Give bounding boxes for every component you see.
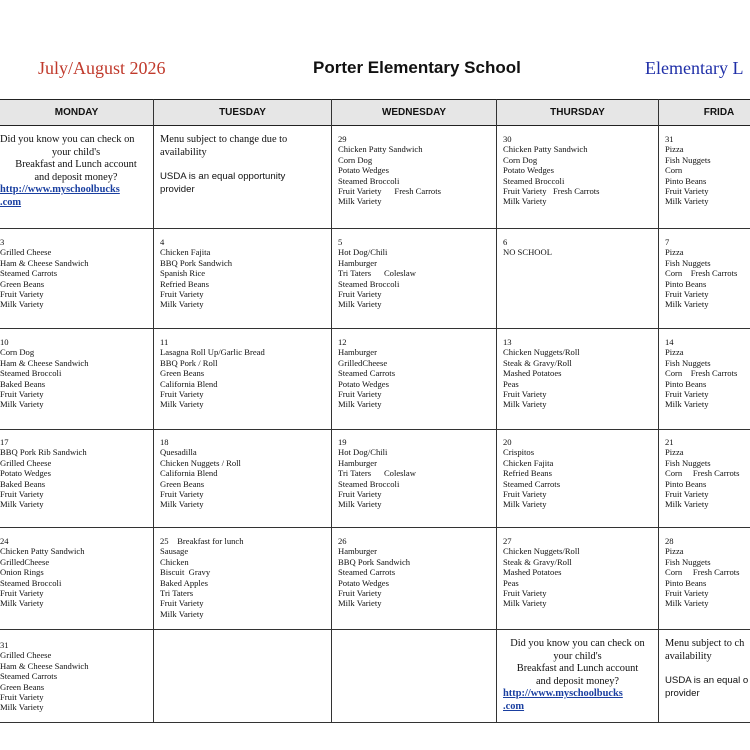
menu-item: Pizza [665, 144, 684, 155]
day-cell [665, 433, 750, 526]
note-line: Breakfast and Lunch account [15, 159, 137, 170]
menu-item: GrilledCheese [338, 357, 388, 368]
note-line: Menu subject to change due to [160, 134, 288, 145]
menu-item: Chicken Fajita [160, 247, 211, 258]
menu-item: Milk Variety [0, 399, 44, 410]
menu-item: Onion Rings [0, 567, 44, 578]
menu-item: Steak & Gravy/Roll [503, 357, 572, 368]
day-cell [503, 433, 657, 526]
menu-item: Refried Beans [503, 468, 552, 479]
myschoolbucks-link[interactable]: http://www.myschoolbucks [503, 688, 623, 699]
day-number: 6 [503, 237, 508, 247]
row-divider [0, 228, 750, 229]
menu-item: Fruit Variety [0, 489, 44, 500]
menu-item: Lasagna Roll Up/Garlic Bread [160, 347, 265, 358]
menu-item: BBQ Pork Sandwich [160, 257, 233, 268]
menu-item: Green Beans [160, 368, 205, 379]
menu-item: Fish Nuggets [665, 556, 711, 567]
menu-item: Steamed Broccoli [0, 368, 62, 379]
menu-item: Steamed Broccoli [338, 175, 400, 186]
menu-item: Steamed Carrots [338, 567, 396, 578]
menu-item: Fish Nuggets [665, 154, 711, 165]
note-line: and deposit money? [34, 171, 118, 183]
menu-item: Chicken Nuggets / Roll [160, 457, 241, 468]
menu-item: Tri Taters [160, 588, 194, 599]
menu-item: Fruit Variety [338, 289, 382, 300]
row-divider [0, 629, 750, 630]
menu-item: Tri Taters Coleslaw [338, 468, 416, 479]
menu-item: Fruit Variety [160, 489, 204, 500]
menu-item: Fruit Variety [0, 692, 44, 703]
menu-item: Fruit Variety [0, 289, 44, 300]
note-line: Breakfast and Lunch account [516, 663, 639, 674]
menu-item: Fish Nuggets [665, 257, 711, 268]
menu-calendar [0, 99, 750, 723]
menu-item: Ham & Cheese Sandwich [0, 257, 89, 268]
menu-item: Fruit Variety [665, 588, 709, 599]
menu-item: Fruit Variety [665, 289, 709, 300]
menu-item: Fruit Variety [665, 389, 709, 400]
day-number: 31 [665, 134, 674, 144]
day-cell [503, 130, 657, 227]
day-cell [160, 433, 330, 526]
menu-item: Fruit Variety Fresh Carrots [503, 186, 600, 197]
day-number: 11 [160, 337, 169, 347]
note-line: your child's [51, 146, 101, 158]
menu-item: Steamed Broccoli [338, 278, 400, 289]
note-line: USDA is an equal opportunity [160, 171, 286, 182]
menu-item: Sausage [160, 546, 189, 557]
menu-item: Potato Wedges [338, 165, 389, 176]
menu-item: BBQ Pork Sandwich [338, 556, 411, 567]
menu-item: Mashed Potatoes [503, 567, 562, 578]
row-divider [0, 328, 750, 329]
day-number: 25 Breakfast for lunch [160, 536, 244, 546]
menu-item: Pizza [665, 447, 684, 458]
note-line: Menu subject to ch [665, 638, 745, 649]
day-cell [0, 636, 152, 721]
day-number: 31 [0, 640, 9, 650]
menu-item: Milk Variety [503, 499, 547, 510]
day-number: 14 [665, 337, 674, 347]
menu-item: Hamburger [338, 257, 377, 268]
menu-item: Refried Beans [160, 278, 209, 289]
menu-item: Pinto Beans [665, 175, 707, 186]
menu-item: Fruit Variety [665, 489, 709, 500]
menu-item: Baked Apples [160, 577, 208, 588]
menu-item: Milk Variety [338, 196, 382, 207]
menu-item: Ham & Cheese Sandwich [0, 357, 89, 368]
menu-item: Baked Beans [0, 478, 46, 489]
menu-item: Potato Wedges [503, 165, 554, 176]
menu-item: Milk Variety [160, 499, 204, 510]
menu-item: Pizza [665, 247, 684, 258]
day-number: 18 [160, 437, 169, 447]
menu-item: Fish Nuggets [665, 457, 711, 468]
menu-item: Milk Variety [0, 299, 44, 310]
menu-item: Green Beans [160, 478, 205, 489]
menu-item: Steamed Carrots [0, 268, 58, 279]
day-cell [160, 233, 330, 327]
day-number: 19 [338, 437, 347, 447]
menu-disclaimer-note [665, 636, 750, 721]
menu-item: Hot Dog/Chili [338, 247, 388, 258]
day-number: 13 [503, 337, 512, 347]
menu-item: Milk Variety [338, 399, 382, 410]
note-line: Did you know you can check on [510, 638, 645, 649]
day-header-thursday: THURSDAY [497, 99, 658, 126]
day-number: 5 [338, 237, 343, 247]
menu-item: Fruit Variety Fresh Carrots [338, 186, 441, 197]
day-number: 17 [0, 437, 9, 447]
day-number: 4 [160, 237, 165, 247]
menu-item: Grilled Cheese [0, 457, 52, 468]
day-cell [665, 333, 750, 428]
note-line: availability [665, 650, 712, 662]
menu-item: Fruit Variety [503, 389, 547, 400]
day-cell [338, 433, 496, 526]
note-line: Did you know you can check on [0, 134, 135, 145]
day-number: 28 [665, 536, 674, 546]
day-cell [503, 233, 657, 327]
menu-item: Green Beans [0, 278, 45, 289]
menu-item: Mashed Potatoes [503, 368, 562, 379]
day-cell [0, 532, 152, 628]
day-cell [665, 130, 750, 227]
day-cell [338, 130, 496, 227]
menu-item: Chicken Patty Sandwich [503, 144, 588, 155]
menu-item: Pinto Beans [665, 577, 707, 588]
menu-item: Corn Fresh Carrots [665, 268, 738, 279]
menu-item: Steamed Broccoli [0, 577, 62, 588]
day-cell [338, 532, 496, 628]
menu-item: Milk Variety [665, 499, 709, 510]
day-cell [0, 433, 152, 526]
menu-item: Quesadilla [160, 447, 197, 458]
menu-item: Baked Beans [0, 378, 46, 389]
menu-item: Pizza [665, 347, 684, 358]
note-line: provider [160, 183, 195, 195]
menu-item: Grilled Cheese [0, 650, 52, 661]
menu-item: Corn Dog [503, 154, 538, 165]
day-cell [0, 333, 152, 428]
menu-item: Pinto Beans [665, 478, 707, 489]
menu-item: Milk Variety [338, 299, 382, 310]
menu-item: Corn [665, 165, 683, 176]
note-line: and deposit money? [535, 675, 620, 687]
menu-item: Chicken [160, 556, 189, 567]
menu-item: Chicken Patty Sandwich [338, 144, 423, 155]
day-cell [338, 333, 496, 428]
menu-item: Hot Dog/Chili [338, 447, 388, 458]
day-number: 30 [503, 134, 512, 144]
day-cell [503, 532, 657, 628]
note-line: availability [160, 146, 207, 158]
row-divider [0, 429, 750, 430]
menu-item: Milk Variety [0, 499, 44, 510]
myschoolbucks-link-suffix[interactable]: .com [503, 700, 525, 712]
day-header-friday: FRIDA [659, 99, 750, 126]
menu-item: Grilled Cheese [0, 247, 52, 258]
menu-item: Spanish Rice [160, 268, 206, 279]
month-title: July/August 2026 [38, 58, 166, 78]
menu-item: California Blend [160, 468, 218, 479]
menu-item: Pinto Beans [665, 378, 707, 389]
account-info-note [497, 636, 658, 721]
menu-item: Steak & Gravy/Roll [503, 556, 572, 567]
menu-item: Chicken Fajita [503, 457, 554, 468]
menu-item: Milk Variety [503, 399, 547, 410]
day-number: 12 [338, 337, 347, 347]
day-header-wednesday: WEDNESDAY [332, 99, 496, 126]
menu-item: Fruit Variety [503, 489, 547, 500]
day-number: 29 [338, 134, 347, 144]
menu-item: NO SCHOOL [503, 247, 552, 258]
school-name: Porter Elementary School [313, 58, 521, 77]
menu-item: Chicken Patty Sandwich [0, 546, 85, 557]
menu-item: Corn Fresh Carrots [665, 567, 740, 578]
menu-item: Fruit Variety [503, 588, 547, 599]
menu-item: Fruit Variety [160, 289, 204, 300]
menu-item: GrilledCheese [0, 556, 50, 567]
day-cell [338, 233, 496, 327]
menu-item: Crispitos [503, 447, 535, 458]
menu-item: Corn Fresh Carrots [665, 468, 740, 479]
menu-item: Milk Variety [503, 196, 547, 207]
menu-item: Steamed Broccoli [338, 478, 400, 489]
myschoolbucks-link[interactable]: http://www.myschoolbucks [0, 184, 120, 195]
menu-item: Potato Wedges [338, 378, 389, 389]
menu-item: Potato Wedges [0, 468, 51, 479]
day-header-monday: MONDAY [0, 99, 153, 126]
menu-item: Steamed Carrots [0, 671, 58, 682]
menu-disclaimer-note [160, 130, 330, 227]
menu-item: Corn Dog [338, 154, 373, 165]
menu-item: Milk Variety [0, 702, 44, 713]
menu-item: BBQ Pork Rib Sandwich [0, 447, 87, 458]
menu-item: Milk Variety [338, 499, 382, 510]
menu-item: Milk Variety [503, 598, 547, 609]
menu-item: Steamed Carrots [503, 478, 561, 489]
menu-item: Milk Variety [338, 598, 382, 609]
menu-item: Biscuit Gravy [160, 567, 211, 578]
menu-item: Milk Variety [0, 598, 44, 609]
menu-item: Milk Variety [160, 299, 204, 310]
day-cell [503, 333, 657, 428]
menu-item: Peas [503, 378, 519, 389]
menu-type-title: Elementary L [645, 58, 744, 78]
day-cell [665, 532, 750, 628]
day-number: 24 [0, 536, 9, 546]
menu-item: Pizza [665, 546, 684, 557]
row-divider [0, 722, 750, 723]
menu-item: Pinto Beans [665, 278, 707, 289]
menu-item: Fruit Variety [0, 588, 44, 599]
menu-item: Milk Variety [160, 608, 204, 619]
menu-item: Hamburger [338, 347, 377, 358]
day-cell [665, 233, 750, 327]
day-number: 20 [503, 437, 512, 447]
menu-item: Potato Wedges [338, 577, 389, 588]
menu-item: Ham & Cheese Sandwich [0, 660, 89, 671]
day-number: 21 [665, 437, 674, 447]
menu-item: Fruit Variety [338, 588, 382, 599]
menu-item: Steamed Broccoli [503, 175, 565, 186]
menu-item: Chicken Nuggets/Roll [503, 347, 580, 358]
note-line: your child's [553, 650, 602, 662]
menu-item: Green Beans [0, 681, 45, 692]
menu-item: California Blend [160, 378, 218, 389]
menu-item: Peas [503, 577, 519, 588]
menu-item: Tri Taters Coleslaw [338, 268, 416, 279]
menu-item: Chicken Nuggets/Roll [503, 546, 580, 557]
menu-item: Fruit Variety [160, 598, 204, 609]
menu-item: Fruit Variety [0, 389, 44, 400]
note-line: USDA is an equal o [665, 675, 749, 686]
menu-item: Milk Variety [665, 299, 709, 310]
menu-item: Hamburger [338, 457, 377, 468]
day-number: 27 [503, 536, 512, 546]
menu-item: Fish Nuggets [665, 357, 711, 368]
menu-item: Corn Fresh Carrots [665, 368, 738, 379]
menu-item: Milk Variety [665, 399, 709, 410]
menu-item: Fruit Variety [160, 389, 204, 400]
menu-item: Fruit Variety [338, 389, 382, 400]
menu-item: Steamed Carrots [338, 368, 396, 379]
note-line: provider [665, 687, 700, 699]
menu-item: Milk Variety [160, 399, 204, 410]
menu-item: BBQ Pork / Roll [160, 357, 218, 368]
row-divider [0, 527, 750, 528]
menu-item: Milk Variety [665, 196, 709, 207]
menu-item: Milk Variety [665, 598, 709, 609]
day-cell [0, 233, 152, 327]
day-header-tuesday: TUESDAY [154, 99, 331, 126]
menu-item: Fruit Variety [338, 489, 382, 500]
day-cell [160, 333, 330, 428]
day-number: 7 [665, 237, 670, 247]
menu-item: Corn Dog [0, 347, 35, 358]
menu-item: Fruit Variety [665, 186, 709, 197]
menu-item: Hamburger [338, 546, 377, 557]
day-number: 26 [338, 536, 347, 546]
account-info-note [0, 130, 152, 227]
day-number: 3 [0, 237, 5, 247]
day-number: 10 [0, 337, 9, 347]
myschoolbucks-link-suffix[interactable]: .com [0, 196, 22, 208]
day-cell [160, 532, 330, 628]
